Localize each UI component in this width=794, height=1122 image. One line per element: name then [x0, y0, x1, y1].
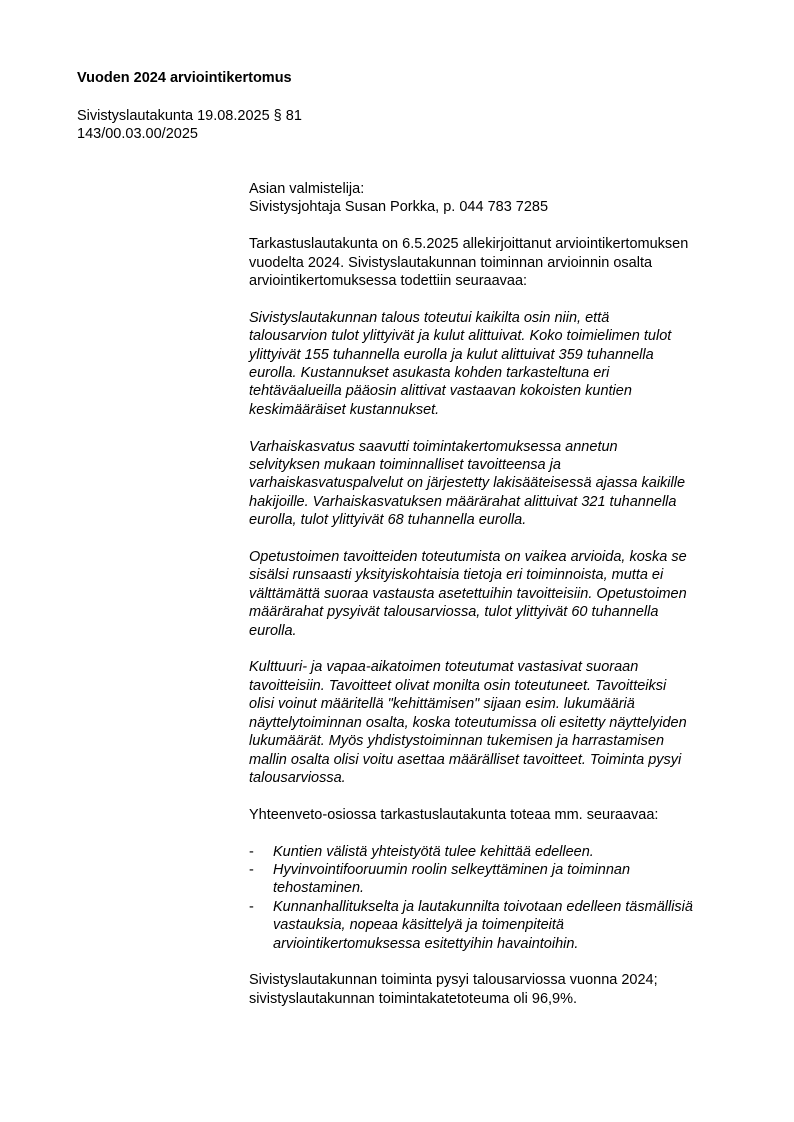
text-line: Kunnanhallitukselta ja lautakunnilta toivotaan edelleen täsmällisiä [273, 898, 693, 915]
text-line: Varhaiskasvatus saavutti toimintakertomuksessa annetun [249, 438, 618, 455]
record-number: 143/00.03.00/2025 [77, 126, 198, 143]
text-line: Sivistyslautakunnan toiminta pysyi talousarviossa vuonna 2024; [249, 972, 658, 989]
intro-paragraph [249, 235, 749, 290]
text-line: ylittyivät 155 tuhannella eurolla ja kulut alittuivat 359 tuhannella [249, 346, 654, 363]
text-line: tehostaminen. [273, 880, 365, 897]
preparer-label: Asian valmistelija: [249, 181, 365, 197]
text-line: sivistyslautakunnan toimintakatetoteuma oli 96,9%. [249, 990, 578, 1007]
closing-paragraph [249, 971, 749, 1008]
text-line: sisälsi runsaasti yksityiskohtaisia tietoja eri toiminnoista, mutta ei [249, 567, 664, 584]
text-line: arviointikertomuksessa todettiin seuraavaa: [249, 273, 528, 290]
meeting-date-line: Sivistyslautakunta 19.08.2025 § 81 [77, 108, 302, 124]
bullet-marker: - [249, 861, 254, 878]
bullet-marker: - [249, 843, 254, 860]
text-line: selvityksen mukaan toiminnalliset tavoitteensa ja [249, 457, 561, 474]
text-line: Opetustoimen tavoitteiden toteutumista on vaikea arvioida, koska se [249, 549, 687, 566]
text-line: määrärahat pysyivät talousarviossa, tulot ylittyivät 60 tuhannella [249, 604, 659, 621]
text-line: olisi voinut määritellä "kehittämisen" sijaan esim. lukumääriä [249, 696, 635, 713]
text-line: Sivistyslautakunnan talous toteutui kaikilta osin niin, että [249, 309, 610, 326]
text-line: varhaiskasvatuspalvelut on järjestetty lakisääteisessä ajassa kaikille [249, 475, 686, 492]
text-line: eurolla. [249, 622, 297, 639]
text-line: Kulttuuri- ja vapaa-aikatoimen toteutumat vastasivat suoraan [249, 659, 639, 676]
document-body [249, 180, 749, 1027]
preparer-block [249, 180, 749, 217]
text-line: talousarviossa. [249, 769, 346, 786]
summary-list [249, 843, 749, 953]
text-line: välttämättä suoraa vastausta asetettuihin tavoitteisiin. Opetustoimen [249, 585, 687, 602]
text-line: vastauksia, nopeaa käsittelyä ja toimenpiteitä [273, 917, 564, 934]
text-line: Hyvinvointifooruumin roolin selkeyttäminen ja toiminnan [273, 861, 631, 878]
list-item [249, 861, 749, 898]
text-line: eurolla, tulot ylittyivät 68 tuhannella eurolla. [249, 512, 527, 529]
text-line: Tarkastuslautakunta on 6.5.2025 allekirjoittanut arviointikertomuksen [249, 236, 689, 253]
finance-paragraph [249, 309, 749, 419]
text-line: näyttelytoiminnan osalta, koska toteutumissa oli esitetty näyttelyiden [249, 714, 687, 731]
text-line: vuodelta 2024. Sivistyslautakunnan toiminnan arvioinnin osalta [249, 254, 653, 271]
text-line: hakijoille. Varhaiskasvatuksen määrärahat alittuivat 321 tuhannella [249, 493, 677, 510]
education-paragraph [249, 548, 749, 640]
text-line: eurolla. Kustannukset asukasta kohden tarkasteltuna eri [249, 365, 610, 382]
culture-leisure-paragraph [249, 658, 749, 787]
document-title: Vuoden 2024 arviointikertomus [77, 70, 292, 86]
preparer-value: Sivistysjohtaja Susan Porkka, p. 044 783 7285 [249, 199, 549, 216]
text-line: tavoitteisiin. Tavoitteet olivat monilta osin toteutuneet. Tavoitteiksi [249, 677, 667, 694]
text-line: Yhteenveto-osiossa tarkastuslautakunta toteaa mm. seuraavaa: [249, 806, 659, 823]
text-line: keskimääräiset kustannukset. [249, 401, 440, 418]
meeting-meta [77, 107, 302, 144]
text-line: arviointikertomuksessa esitettyihin havaintoihin. [273, 935, 579, 952]
summary-intro [249, 806, 749, 824]
text-line: lukumäärät. Myös yhdistystoiminnan tukemisen ja harrastamisen [249, 733, 665, 750]
text-line: tehtäväalueilla pääosin alittivat vastaavan kokoisten kuntien [249, 383, 632, 400]
list-item [249, 843, 749, 861]
list-item [249, 898, 749, 953]
text-line: mallin osalta olisi voitu asettaa määrälliset tavoitteet. Toiminta pysyi [249, 751, 682, 768]
text-line: Kuntien välistä yhteistyötä tulee kehittää edelleen. [273, 843, 594, 860]
early-education-paragraph [249, 438, 749, 530]
bullet-marker: - [249, 898, 254, 915]
text-line: talousarvion tulot ylittyivät ja kulut alittuivat. Koko toimielimen tulot [249, 328, 672, 345]
